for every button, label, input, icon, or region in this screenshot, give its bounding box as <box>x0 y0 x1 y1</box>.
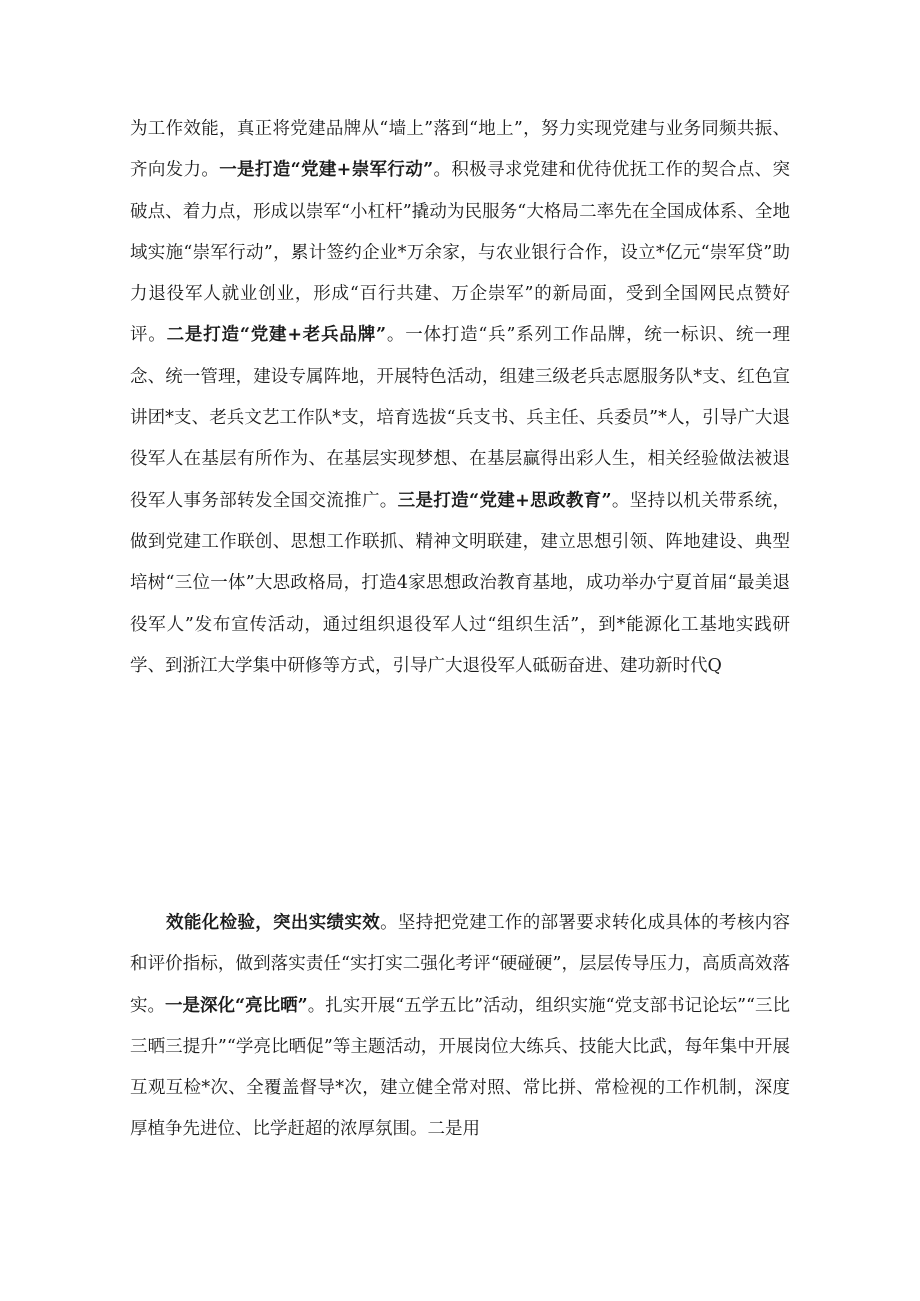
paragraph-1-text-4: 。坚持以机关带系统，做到党建工作联创、思想工作联抓、精神文明联建，建立思想引领、阵地建设、典型培树“三位一体”大思政格局，打造4家思想政治教育基地，成功举办宁夏首届“最美退役军人”发布宣传活动，通过组织退役军人过“组织生活”，到*能源化工基地实践研学、到浙江大学集中研修等方式，引导广大退役军人砥砺奋进、建功新时代Q <box>130 490 791 676</box>
paragraph-1-text-1: 为工作效能，真正将党建品牌从“墙上”落到“地上”，努力实现党建与业务同频共振、齐向发力。 <box>130 119 790 181</box>
paragraph-2-text-1: 。坚持把党建工作的部署要求转化成具体的考核内容和评价指标，做到落实责任“实打实二强化考评“硬碰硬”，层层传导压力，高质高效落实。 <box>130 913 791 1016</box>
paragraph-1-text-3: 。一体打造“兵”系列工作品牌，统一标识、统一理念、统一管理，建设专属阵地，开展特色活动，组建三级老兵志愿服务队*支、红色宣讲团*支、老兵文艺工作队*支，培育选拔“兵支书、兵主任、兵委员”*人，引导广大退役军人在基层有所作为、在基层实现梦想、在基层赢得出彩人生，相关经验做法被退役军人事务部转发全国交流推广。 <box>130 325 791 511</box>
paragraph-1-heading-3: 三是打造“党建+思政教育” <box>397 490 612 511</box>
body-paragraph-2 <box>130 903 790 1151</box>
paragraph-2-text-2: 。扎实开展“五学五比”活动，组织实施“党支部书记论坛”“三比三晒三提升”“学亮比晒促”等主题活动，开展岗位大练兵、技能大比武，每年集中开展互观互检*次、全覆盖督导*次，建立健全常对照、常比拼、常检视的工作机制，深度厚植争先进位、比学赶超的浓厚氛围。二是用 <box>130 995 791 1140</box>
paragraph-1-heading-1: 一是打造“党建+崇军行动” <box>219 160 434 181</box>
paragraph-1-text-2: 。积极寻求党建和优待优抚工作的契合点、突破点、着力点，形成以崇军“小杠杆”撬动为民服务“大格局二率先在全国成体系、全地域实施“崇军行动”，累计签约企业*万余家，与农业银行合作，设立*亿元“崇军贷”助力退役军人就业创业，形成“百行共建、万企崇军”的新局面，受到全国网民点赞好评。 <box>130 160 791 346</box>
paragraph-2-heading-1: 效能化检验，突出实绩实效 <box>166 913 381 933</box>
paragraph-2-heading-2: 一是深化“亮比晒” <box>165 995 308 1016</box>
body-paragraph-1 <box>130 109 790 687</box>
paragraph-1-heading-2: 二是打造“党建+老兵品牌” <box>166 325 387 346</box>
